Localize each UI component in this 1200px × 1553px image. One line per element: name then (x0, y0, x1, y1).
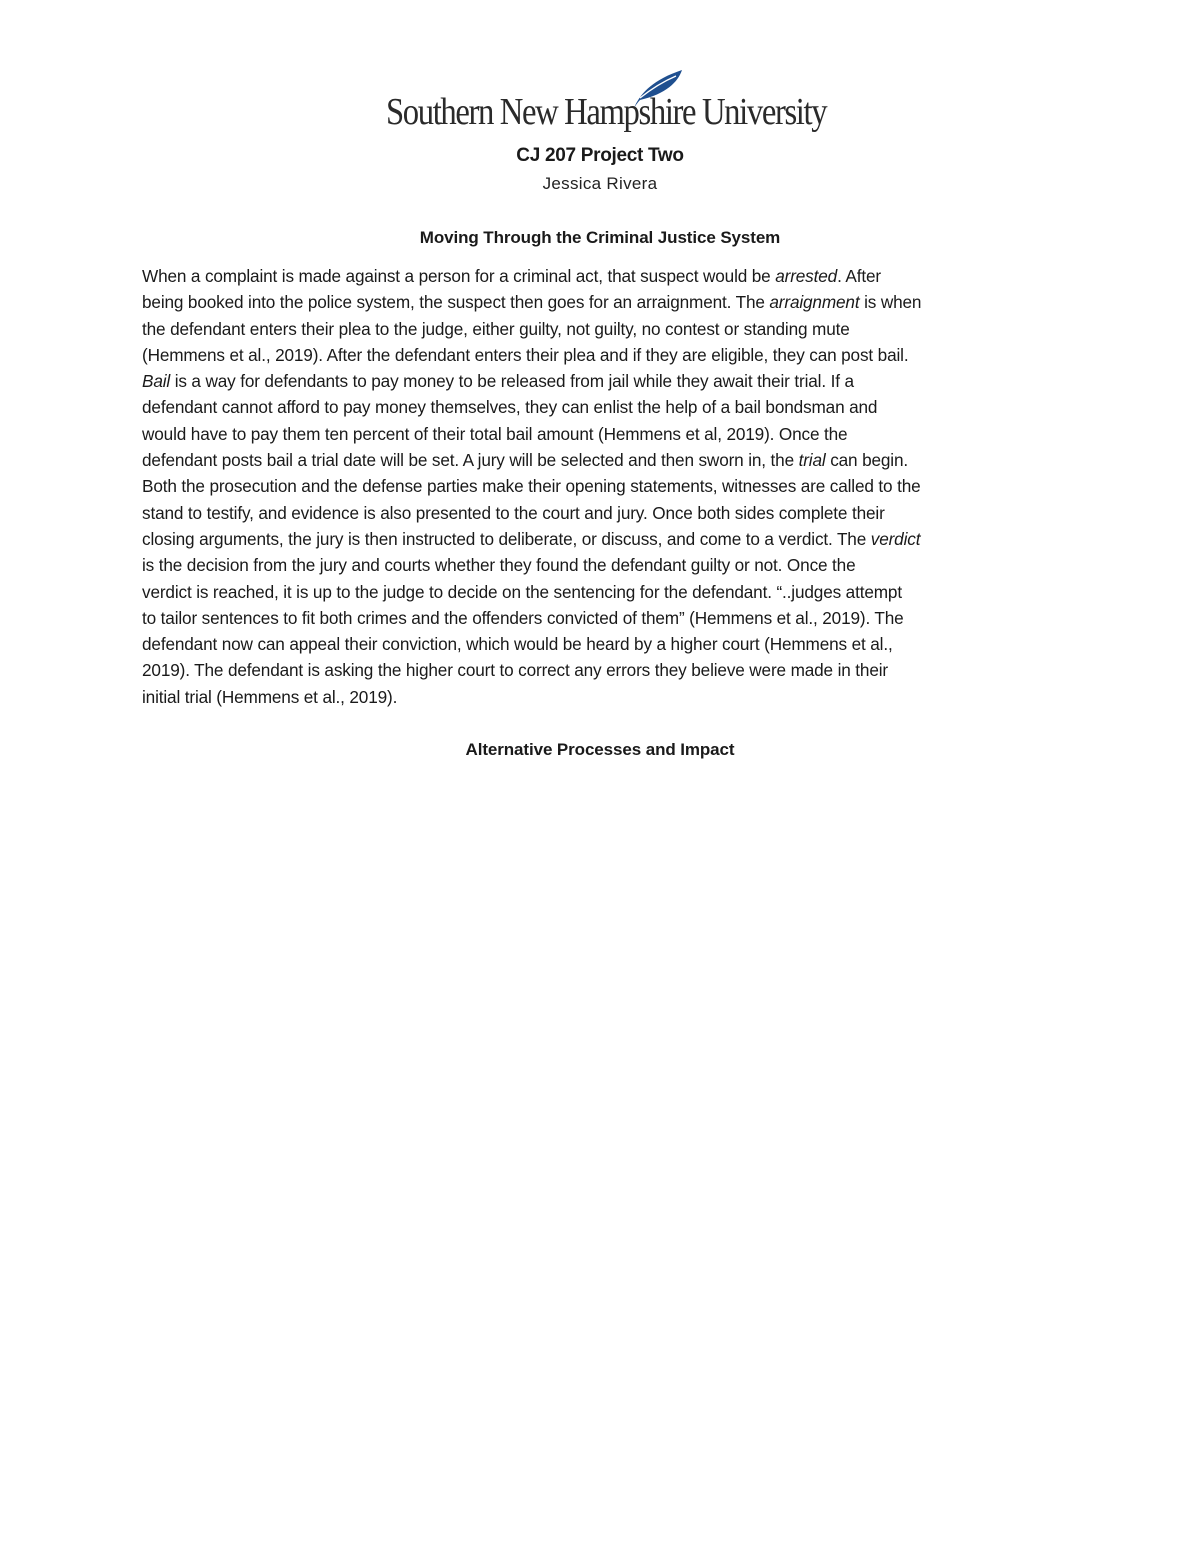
paragraph-line: stand to testify, and evidence is also presented to the court and jury. Once both sides complete their (142, 502, 885, 523)
paragraph-line: Both the prosecution and the defense parties make their opening statements, witnesses are called to the (142, 476, 921, 497)
paragraph-line: Bail is a way for defendants to pay money to be released from jail while they await their trial. If a (142, 371, 854, 392)
paragraph-line: to tailor sentences to fit both crimes and the offenders convicted of them” (Hemmens et al., 2019). The (142, 607, 904, 628)
section-heading-moving-through-system: Moving Through the Criminal Justice System (419, 228, 781, 247)
paragraph-line: verdict is reached, it is up to the judge to decide on the sentencing for the defendant. “..judges attempt (142, 581, 902, 602)
paragraph-line: would have to pay them ten percent of their total bail amount (Hemmens et al, 2019). Once the (142, 423, 848, 444)
logo-wordmark: Southern New Hampshire University (386, 91, 827, 133)
body-paragraph (142, 263, 1062, 710)
paragraph-line: is the decision from the jury and courts whether they found the defendant guilty or not. Once the (142, 555, 856, 576)
paragraph-line: initial trial (Hemmens et al., 2019). (142, 686, 398, 707)
paragraph-line: (Hemmens et al., 2019). After the defendant enters their plea and if they are eligible, they can post bail. (142, 344, 909, 365)
paragraph-line: defendant cannot afford to pay money themselves, they can enlist the help of a bail bondsman and (142, 397, 878, 418)
paragraph-line: 2019). The defendant is asking the higher court to correct any errors they believe were made in their (142, 660, 888, 681)
paragraph-line: defendant posts bail a trial date will be set. A jury will be selected and then sworn in, the trial can begin. (142, 450, 909, 471)
paragraph-line: being booked into the police system, the suspect then goes for an arraignment. The arraignment is when (142, 292, 922, 313)
section-heading-alternative-processes: Alternative Processes and Impact (465, 740, 735, 759)
paragraph-line: closing arguments, the jury is then instructed to deliberate, or discuss, and come to a verdict. The verdict (142, 528, 921, 549)
university-logo (386, 68, 827, 134)
paragraph-line: When a complaint is made against a person for a criminal act, that suspect would be arrested. After (142, 266, 881, 286)
course-title: CJ 207 Project Two (516, 145, 684, 166)
paragraph-line: the defendant enters their plea to the judge, either guilty, not guilty, no contest or standing mute (142, 318, 850, 339)
author-name: Jessica Rivera (542, 174, 658, 193)
paragraph-line: defendant now can appeal their conviction, which would be heard by a higher court (Hemmens et al., (142, 634, 893, 655)
